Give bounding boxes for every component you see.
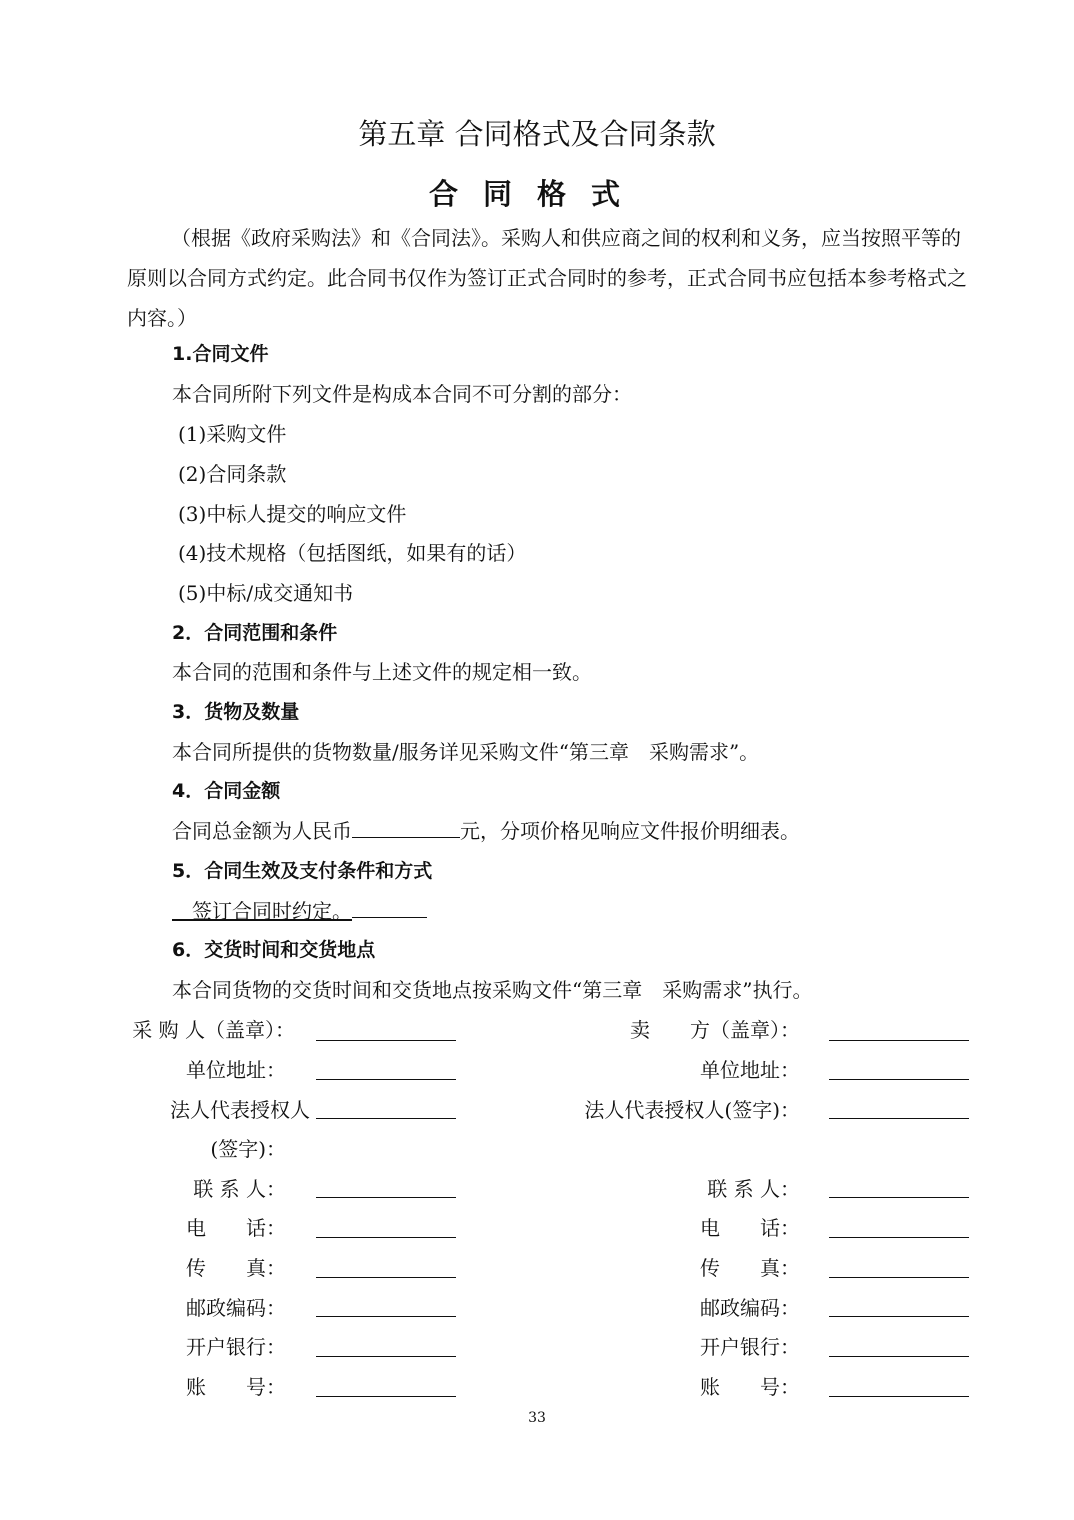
seller-contact-line <box>829 1197 969 1198</box>
amount-label: 合同总金额为人民币 <box>172 819 352 843</box>
section-3-text: 本合同所提供的货物数量/服务详见采购文件“第三章 采购需求”。 <box>172 740 760 764</box>
buyer-address-label: 单位地址： <box>186 1058 286 1082</box>
buyer-account-label: 账 号： <box>186 1375 286 1399</box>
buyer-postcode-line <box>316 1316 456 1317</box>
seller-seal-label: 卖 方（盖章）： <box>630 1018 800 1042</box>
seller-phone-label: 电 话： <box>700 1216 800 1240</box>
seller-contact-label: 联 系 人： <box>707 1177 800 1201</box>
buyer-contact-label: 联 系 人： <box>193 1177 286 1201</box>
buyer-postcode-label: 邮政编码： <box>186 1296 286 1320</box>
list-item: (1)采购文件 <box>178 422 287 446</box>
buyer-bank-line <box>316 1356 456 1357</box>
buyer-representative-line <box>316 1118 456 1119</box>
seller-account-line <box>829 1396 969 1397</box>
seller-phone-line <box>829 1237 969 1238</box>
buyer-bank-label: 开户银行： <box>186 1335 286 1359</box>
buyer-phone-label: 电 话： <box>186 1216 286 1240</box>
seller-account-label: 账 号： <box>700 1375 800 1399</box>
buyer-contact-line <box>316 1197 456 1198</box>
buyer-representative-label: 法人代表授权人 <box>170 1098 310 1122</box>
amount-suffix: 元，分项价格见响应文件报价明细表。 <box>460 819 800 843</box>
buyer-sign-label: (签字)： <box>210 1137 286 1161</box>
section-1-text: 本合同所附下列文件是构成本合同不可分割的部分： <box>172 382 632 406</box>
section-1-heading: 1.合同文件 <box>172 343 269 365</box>
buyer-fax-label: 传 真： <box>186 1256 286 1280</box>
amount-blank <box>352 817 460 838</box>
seller-address-label: 单位地址： <box>700 1058 800 1082</box>
seller-fax-line <box>829 1277 969 1278</box>
seller-fax-label: 传 真： <box>700 1256 800 1280</box>
section-6-text: 本合同货物的交货时间和交货地点按采购文件“第三章 采购需求”执行。 <box>172 978 813 1002</box>
payment-terms: 签订合同时约定。 <box>192 899 352 923</box>
section-4-text <box>172 817 800 845</box>
list-item: (2)合同条款 <box>178 462 287 486</box>
list-item: (5)中标/成交通知书 <box>178 581 354 605</box>
section-3-heading: 3．货物及数量 <box>172 701 300 723</box>
payment-terms-blank <box>352 897 427 918</box>
seller-seal-line <box>829 1040 969 1041</box>
list-item: (3)中标人提交的响应文件 <box>178 502 407 526</box>
list-item: (4)技术规格（包括图纸，如果有的话） <box>178 541 527 565</box>
seller-representative-line <box>829 1118 969 1119</box>
seller-bank-line <box>829 1356 969 1357</box>
buyer-account-line <box>316 1396 456 1397</box>
buyer-address-line <box>316 1079 456 1080</box>
seller-postcode-label: 邮政编码： <box>700 1296 800 1320</box>
page-number: 33 <box>528 1410 546 1426</box>
buyer-phone-line <box>316 1237 456 1238</box>
intro-paragraph: （根据《政府采购法》和《合同法》。采购人和供应商之间的权利和义务，应当按照平等的原则以合同方式约定。此合同书仅作为签订正式合同时的参考，正式合同书应包括本参考格式之内容。） <box>127 226 967 330</box>
section-2-heading: 2．合同范围和条件 <box>172 622 338 644</box>
section-5-text <box>172 897 427 925</box>
section-5-heading: 5．合同生效及支付条件和方式 <box>172 860 433 882</box>
seller-postcode-line <box>829 1316 969 1317</box>
seller-bank-label: 开户银行： <box>700 1335 800 1359</box>
buyer-seal-line <box>316 1040 456 1041</box>
chapter-title: 第五章 合同格式及合同条款 <box>358 117 716 151</box>
seller-address-line <box>829 1079 969 1080</box>
buyer-seal-label: 采 购 人（盖章）： <box>132 1018 295 1042</box>
document-title: 合同格式 <box>428 177 645 211</box>
section-6-heading: 6．交货时间和交货地点 <box>172 939 376 961</box>
section-2-text: 本合同的范围和条件与上述文件的规定相一致。 <box>172 660 592 684</box>
buyer-fax-line <box>316 1277 456 1278</box>
section-4-heading: 4．合同金额 <box>172 780 281 802</box>
seller-representative-label: 法人代表授权人(签字)： <box>584 1098 800 1122</box>
